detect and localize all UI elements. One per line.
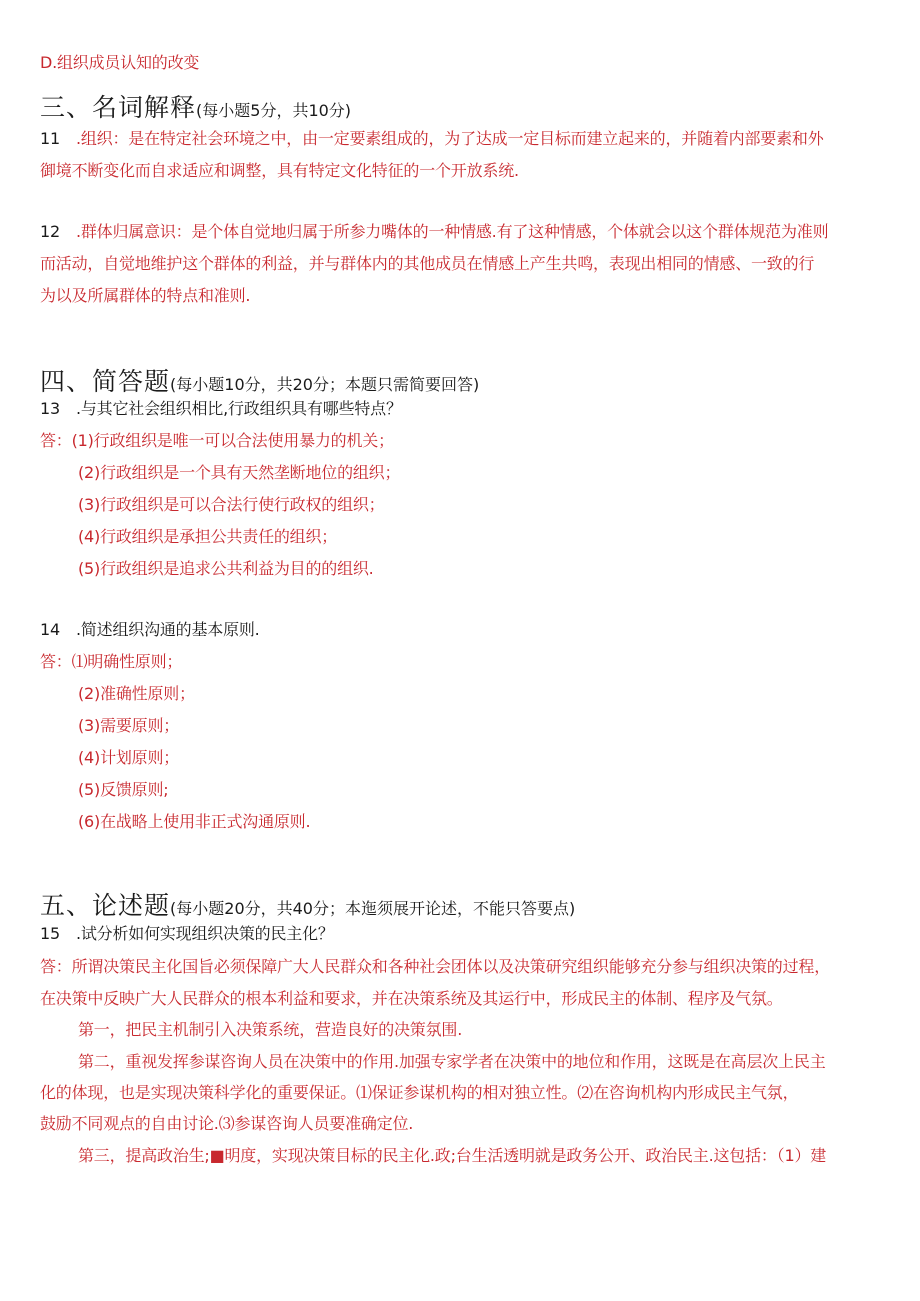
section-4-heading bbox=[40, 362, 479, 398]
q13-answer-2: (2)行政组织是一个具有天然垄断地位的组织； bbox=[78, 463, 401, 482]
q15-question bbox=[40, 924, 334, 944]
section-3-title: 三、名词解释 bbox=[40, 93, 197, 122]
q14-question bbox=[40, 620, 260, 640]
q13-answer-5: (5)行政组织是追求公共利益为目的的组织. bbox=[78, 559, 374, 578]
q11-number: 11 bbox=[40, 129, 60, 148]
q14-question-text: .简述组织沟通的基本原则. bbox=[76, 620, 260, 639]
q11-line1 bbox=[40, 129, 824, 149]
section-3-note: (每小题5分，共10分) bbox=[196, 101, 352, 120]
q12-number: 12 bbox=[40, 222, 60, 241]
q14-answer-1: 答：⑴明确性原则； bbox=[40, 652, 183, 671]
option-d: D.组织成员认知的改变 bbox=[40, 53, 200, 72]
q15-answer-point-2-line2: 化的体现，也是实现决策科学化的重要保证。⑴保证参谋机构的相对独立性。⑵在咨询机构内形成民主气氛， bbox=[40, 1083, 799, 1102]
q13-answer-1: 答：(1)行政组织是唯一可以合法使用暴力的机关； bbox=[40, 431, 394, 450]
q15-question-text: .试分析如何实现组织决策的民主化？ bbox=[76, 924, 334, 943]
section-4-note: (每小题10分，共20分；本题只需简要回答) bbox=[170, 375, 480, 394]
q14-answer-4: (4)计划原则； bbox=[78, 748, 180, 767]
q15-answer-point-1: 第一，把民主机制引入决策系统，营造良好的决策氛围. bbox=[78, 1020, 463, 1039]
q13-answer-3: (3)行政组织是可以合法行使行政权的组织； bbox=[78, 495, 385, 514]
q15-number: 15 bbox=[40, 924, 60, 943]
q13-question-text: .与其它社会组织相比,行政组织具有哪些特点？ bbox=[76, 399, 402, 418]
q11-line2: 御境不断变化而自求适应和调整，具有特定文化特征的一个开放系统. bbox=[40, 161, 519, 180]
section-3-heading bbox=[40, 88, 351, 124]
q12-line3: 为以及所属群体的特点和准则. bbox=[40, 286, 251, 305]
q13-question bbox=[40, 399, 402, 419]
q14-number: 14 bbox=[40, 620, 60, 639]
q14-answer-6: (6)在战略上使用非正式沟通原则. bbox=[78, 812, 311, 831]
q15-answer-intro-2: 在决策中反映广大人民群众的根本利益和要求，并在决策系统及其运行中，形成民主的体制、程序及气氛。 bbox=[40, 989, 783, 1008]
q15-answer-point-2-line3: 鼓励不同观点的自由讨论.⑶参谋咨询人员要准确定位. bbox=[40, 1114, 414, 1133]
section-5-heading bbox=[40, 886, 575, 922]
q13-answer-4: (4)行政组织是承担公共责任的组织； bbox=[78, 527, 338, 546]
q14-answer-5: (5)反馈原则; bbox=[78, 780, 169, 799]
section-5-note: (每小题20分，共40分；本迤须展开论述，不能只答要点) bbox=[170, 899, 576, 918]
q12-line2: 而活动，自觉地维护这个群体的利益，并与群体内的其他成员在情感上产生共鸣，表现出相同的情感、一致的行 bbox=[40, 254, 815, 273]
q15-answer-point-2-line1: 第二，重视发挥参谋咨询人员在决策中的作用.加强专家学者在决策中的地位和作用，这既是在高层次上民主 bbox=[78, 1052, 826, 1071]
q12-line1 bbox=[40, 222, 828, 242]
q15-answer-point-3: 第三，提高政治生;■明度，实现决策目标的民主化.政;台生活透明就是政务公开、政治民主.这包括：（1）建 bbox=[78, 1146, 827, 1165]
q12-text-1: .群体归属意识：是个体自觉地归属于所参力嘴体的一种情感.有了这种情感，个体就会以这个群体规范为准则 bbox=[76, 222, 829, 241]
q14-answer-2: (2)准确性原则； bbox=[78, 684, 195, 703]
q15-answer-intro-1: 答：所谓决策民主化国旨必须保障广大人民群众和各种社会团体以及决策研究组织能够充分参与组织决策的过程， bbox=[40, 957, 831, 976]
section-4-title: 四、简答题 bbox=[40, 367, 171, 396]
q14-answer-3: (3)需要原则； bbox=[78, 716, 180, 735]
q11-text-1: .组织：是在特定社会环境之中，由一定要素组成的，为了达成一定目标而建立起来的，并随着内部要素和外 bbox=[76, 129, 824, 148]
q13-number: 13 bbox=[40, 399, 60, 418]
section-5-title: 五、论述题 bbox=[40, 891, 171, 920]
